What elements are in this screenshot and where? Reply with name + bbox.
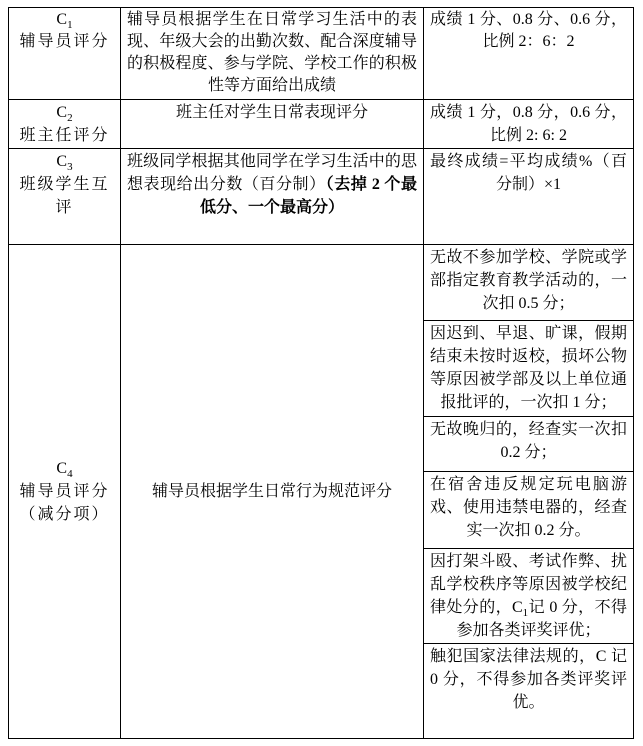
c3-description-normal: 班级同学根据其他同学在学习生活中的思想表现给出分数（百分制）: [127, 153, 417, 193]
c4-code-subscript: 4: [67, 468, 73, 481]
cell-c4-deduction-6: 触犯国家法律法规的，C 记 0 分，不得参加各类评奖评优。: [424, 644, 634, 739]
cell-c2-score-rule: 成绩 1 分，0.8 分，0.6 分，比例 2: 6: 2: [424, 100, 634, 149]
evaluation-score-table: [8, 7, 634, 739]
c3-description-bold: （去掉 2 个最低分、一个最高分）: [199, 176, 417, 216]
row-c3: [9, 149, 634, 245]
cell-c3-description: [121, 149, 424, 245]
c3-code-letter: C: [56, 153, 68, 170]
c1-code-label: 辅导员评分: [19, 33, 110, 50]
row-c4-deduction-1: [9, 245, 634, 321]
c1-code: [15, 9, 114, 31]
cell-c3-code: [9, 149, 121, 245]
c3-code: [15, 150, 114, 173]
c4-deduction-5-pre: 因打架斗殴、考试作弊、扰乱学校秩序等原因被学校纪律处分的，C: [430, 553, 627, 616]
cell-c1-score-rule: 成绩 1 分、0.8 分、0.6 分，比例 2：6：2: [424, 8, 634, 100]
cell-c4-deduction-1: 无故不参加学校、学院或学部指定教育教学活动的，一次扣 0.5 分；: [424, 245, 634, 321]
cell-c3-score-rule: 最终成绩=平均成绩%（百分制）×1: [424, 149, 634, 245]
cell-c4-code: [9, 245, 121, 739]
c2-code: [15, 101, 114, 124]
cell-c2-description: 班主任对学生日常表现评分: [121, 100, 424, 149]
cell-c4-deduction-4: 在宿舍违反规定玩电脑游戏、使用违禁电器的，经查实一次扣 0.2 分。: [424, 472, 634, 549]
cell-c4-deduction-2: 因迟到、早退、旷课，假期结束未按时返校，损坏公物等原因被学部及以上单位通报批评的，一次扣 1 分；: [424, 321, 634, 417]
cell-c1-code: [9, 8, 121, 100]
c2-code-subscript: 2: [67, 112, 73, 125]
cell-c4-deduction-3: 无故晚归的，经查实一次扣 0.2 分；: [424, 417, 634, 472]
c4-code-label: 辅导员评分: [19, 483, 110, 500]
c4-deduction-5-code-subscript: 1: [522, 607, 529, 620]
cell-c2-code: [9, 100, 121, 149]
c4-code-letter: C: [56, 460, 68, 477]
cell-c4-description: 辅导员根据学生日常行为规范评分: [121, 245, 424, 739]
c4-deduction-5-post: 记 0 分，不得参加各类评奖评优；: [456, 599, 627, 639]
row-c1: [9, 8, 634, 100]
cell-c4-deduction-5: [424, 549, 634, 644]
c4-code-label-2: （减分项）: [19, 506, 110, 523]
c3-code-label: 班级学生互评: [19, 176, 110, 216]
c2-code-label: 班主任评分: [19, 127, 110, 144]
c1-code-letter: C: [56, 11, 68, 28]
c1-code-subscript: 1: [67, 19, 73, 32]
c4-code: [15, 457, 114, 480]
c2-code-letter: C: [56, 104, 68, 121]
c3-code-subscript: 3: [67, 161, 73, 174]
row-c2: [9, 100, 634, 149]
cell-c1-description: 辅导员根据学生在日常学习生活中的表现、年级大会的出勤次数、配合深度辅导的积极程度、参与学院、学校工作的积极性等方面给出成绩: [121, 8, 424, 100]
